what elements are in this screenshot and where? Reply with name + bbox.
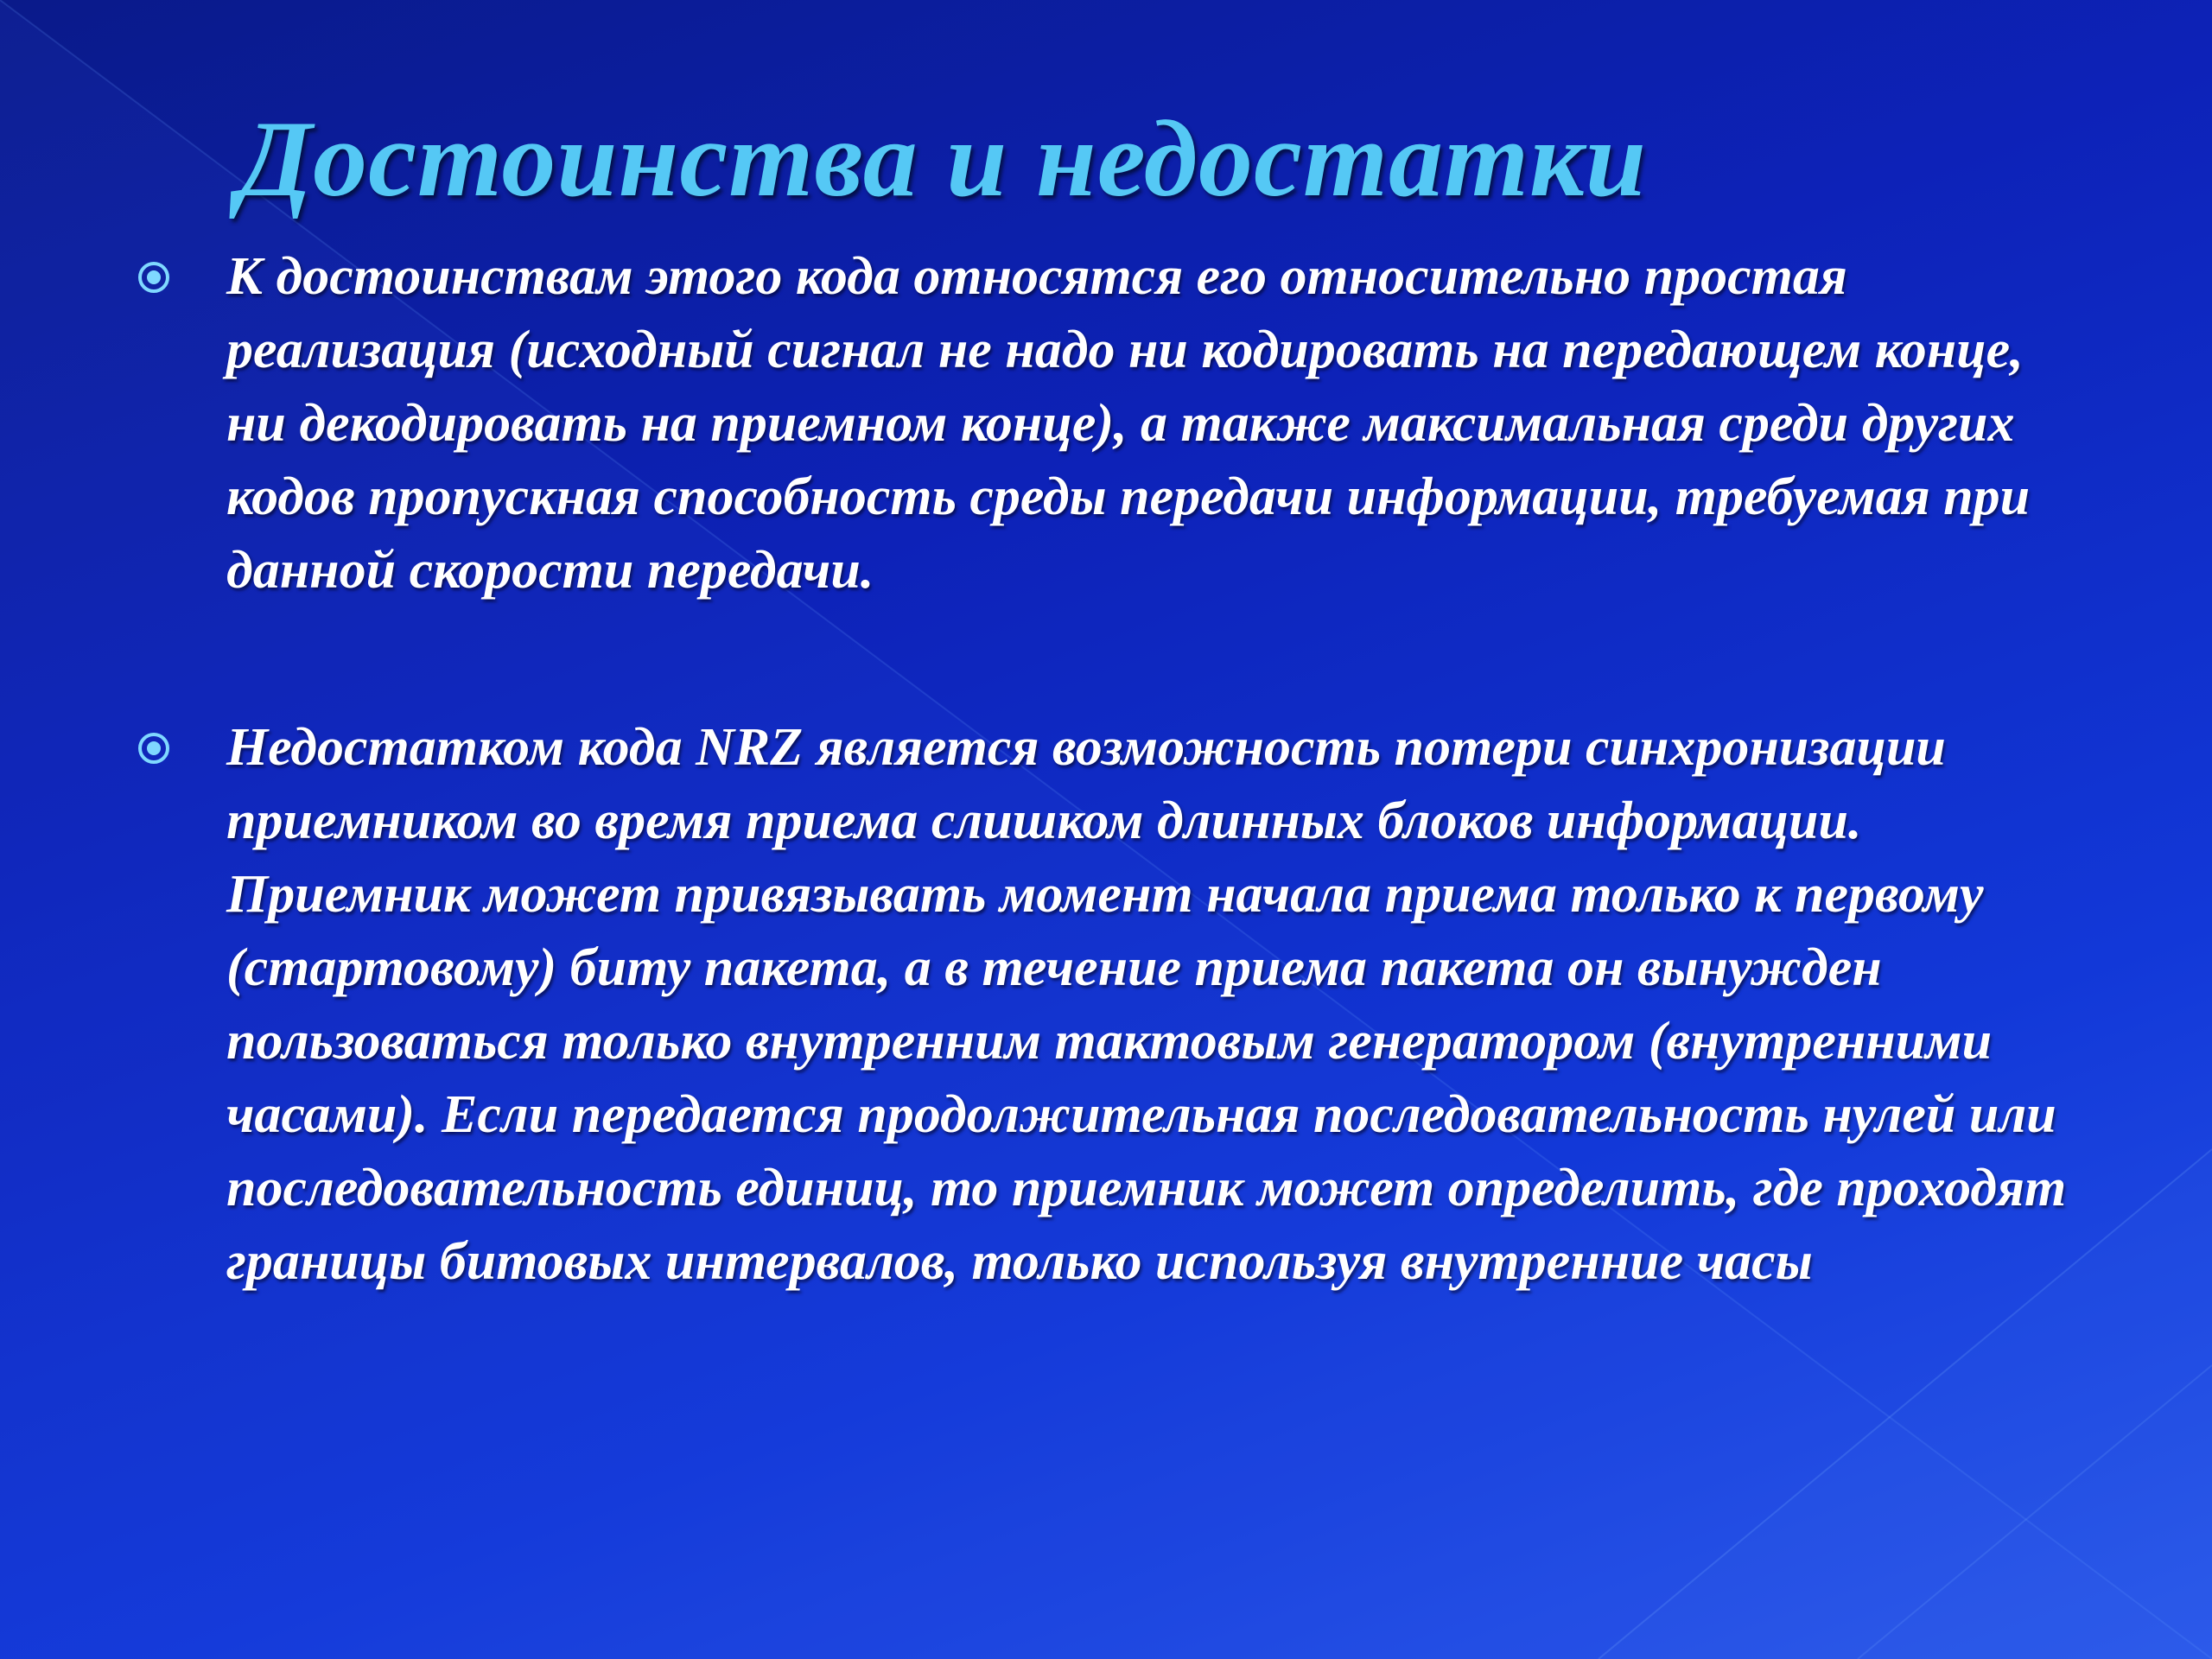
slide-title: Достоинства и недостатки bbox=[238, 99, 1647, 219]
bullet-text: Недостатком кода NRZ является возможность потери синхронизации приемником во время приема слишком длинных блоков информации. Приемник может привязывать момент начала приема только к первому (стартовому) биту пакета, а в течение приема пакета он вынужден пользоваться только внутренним тактовым генератором (внутренними часами). Если передается продолжительная последовательность нулей или последовательность единиц, то приемник может определить, где проходят границы битовых интервалов, только используя внутренние часы bbox=[226, 718, 2067, 1291]
circle-dot-icon bbox=[136, 730, 172, 766]
bullet-list bbox=[130, 240, 2082, 1299]
bullet-text: К достоинствам этого кода относятся его относительно простая реализация (исходный сигнал не надо ни кодировать на передающем конце, ни декодировать на приемном конце), а также максимальная среди других кодов пропускная способность среды передачи информации, требуемая при данной скорости передачи. bbox=[226, 247, 2031, 600]
bullet-advantages bbox=[130, 240, 2082, 607]
circle-dot-icon bbox=[136, 259, 172, 296]
bullet-disadvantages bbox=[130, 711, 2082, 1299]
